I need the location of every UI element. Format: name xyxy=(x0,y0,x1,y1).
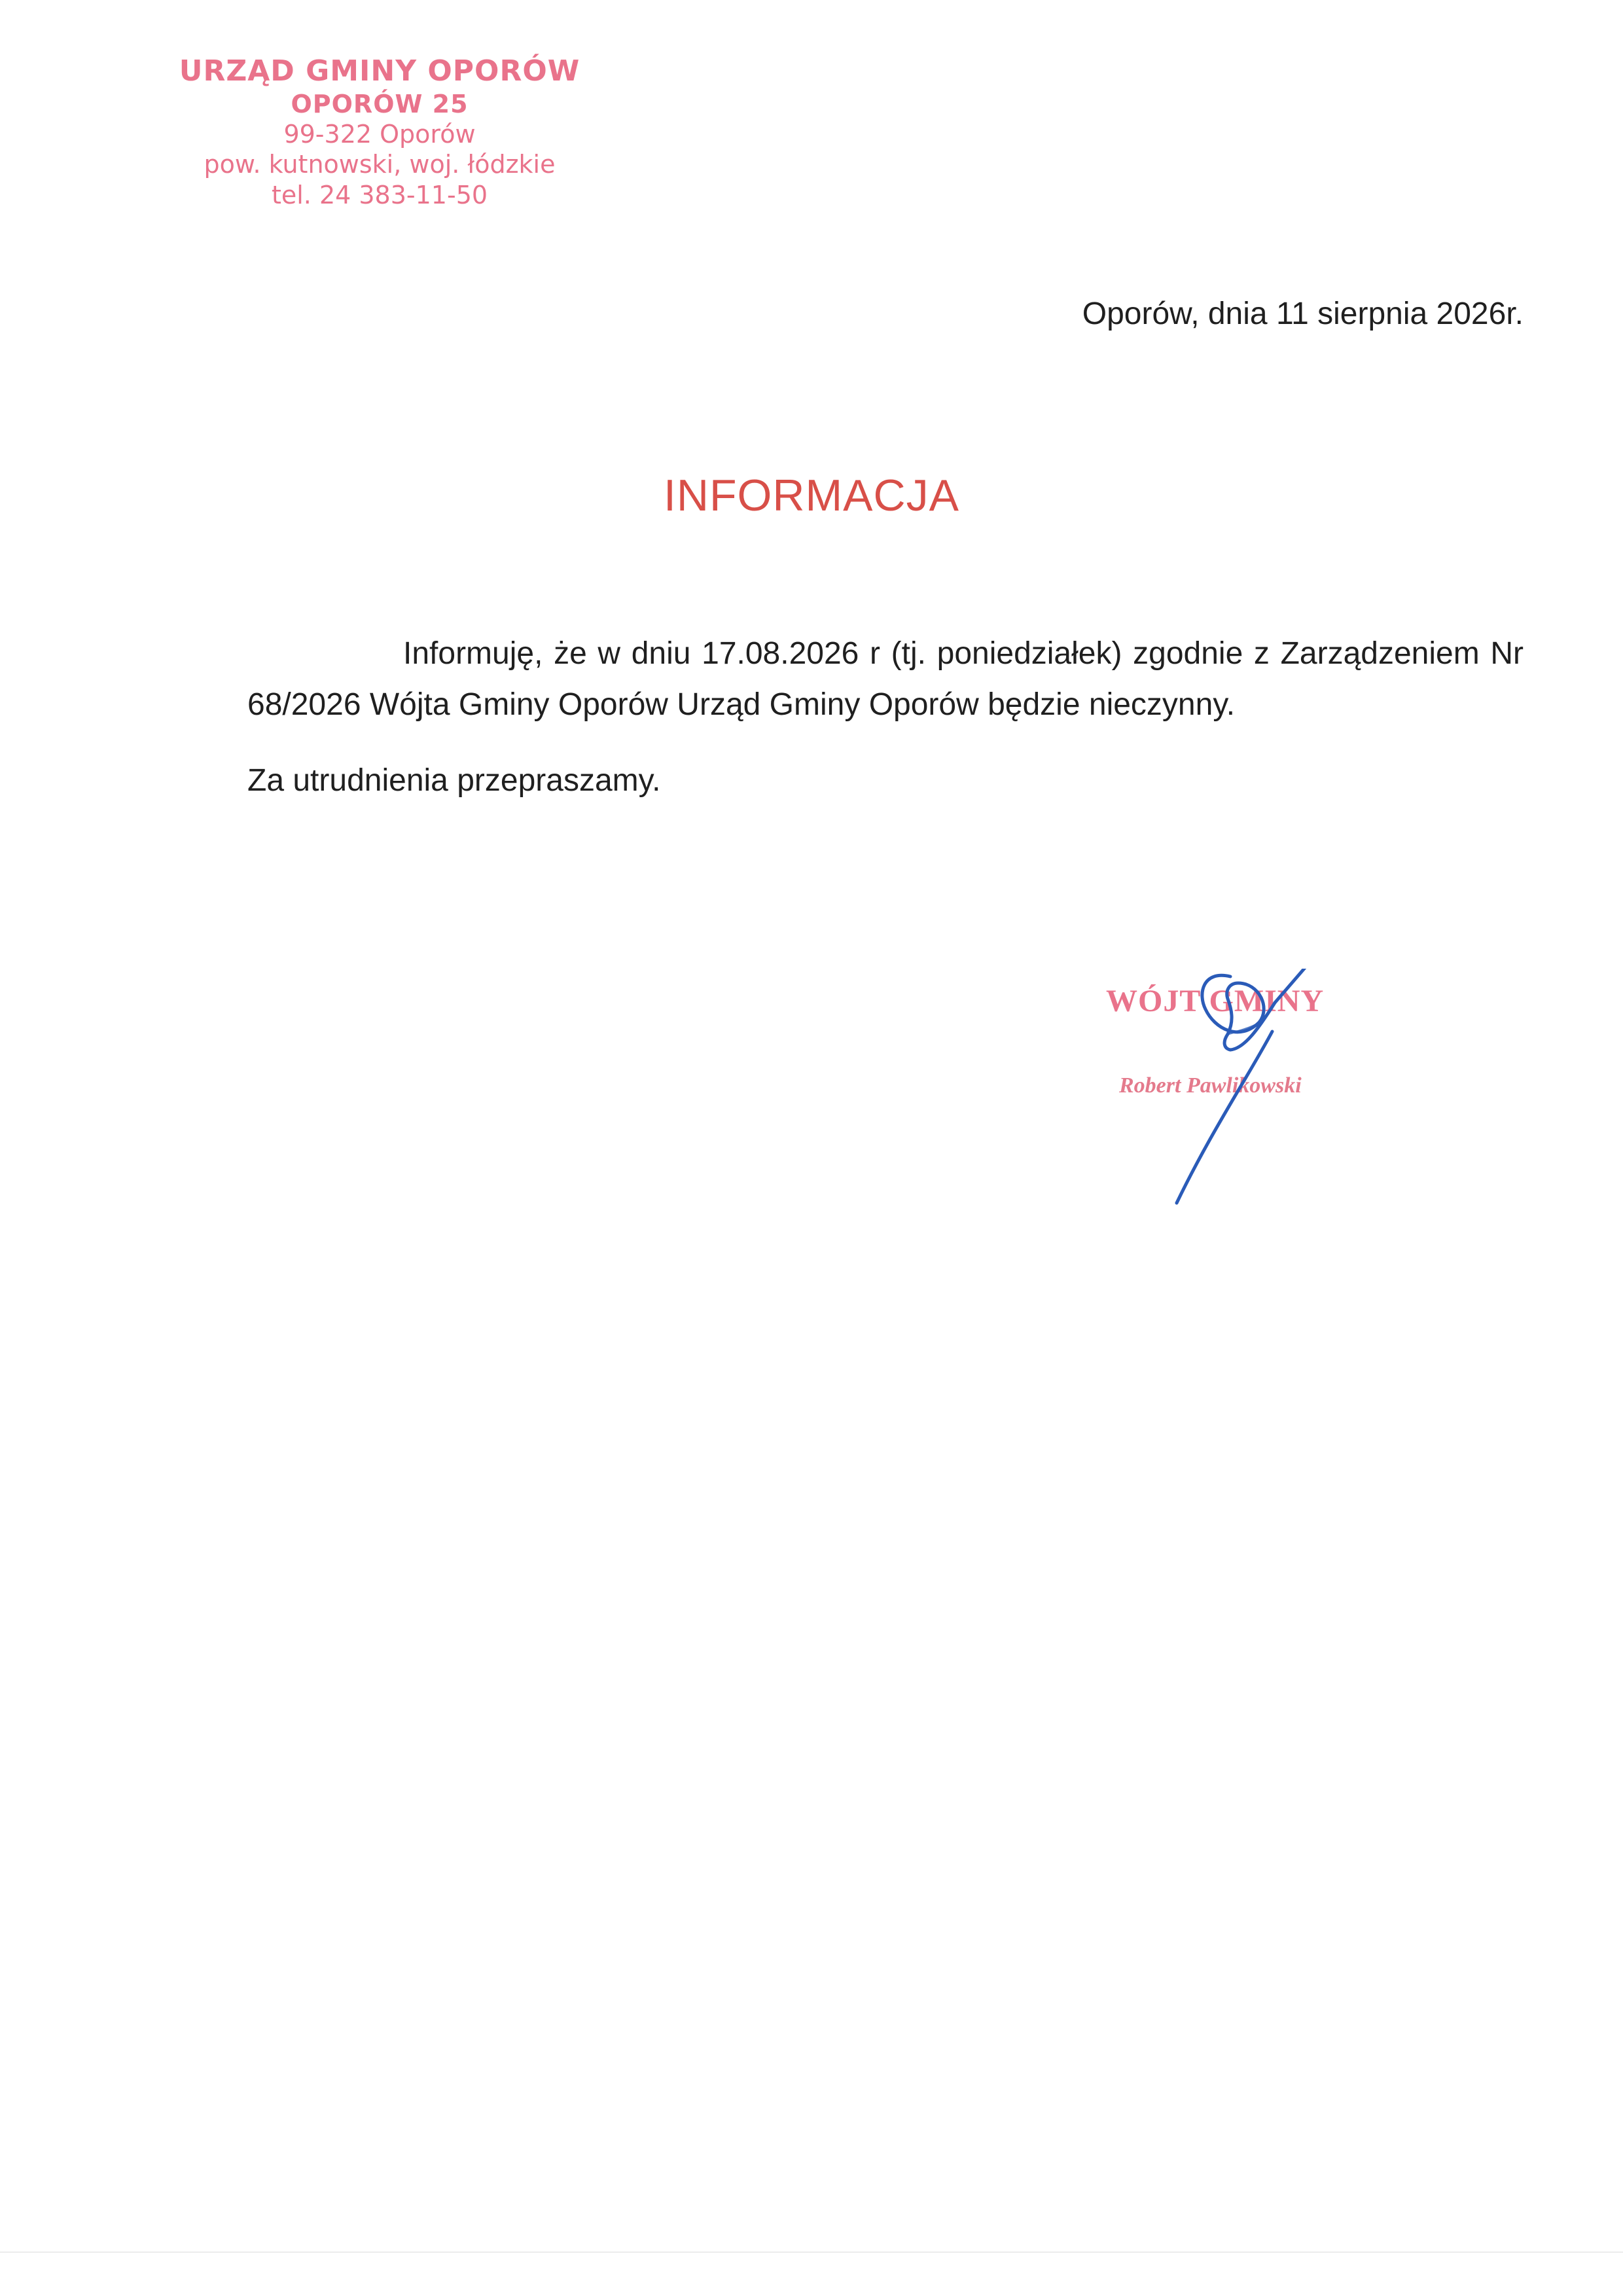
office-header-stamp xyxy=(164,54,596,210)
signature-stamp xyxy=(1099,969,1374,1230)
signature-stamp-name: Robert Pawlikowski xyxy=(1119,1073,1302,1098)
office-name: URZĄD GMINY OPORÓW xyxy=(179,54,580,88)
scan-edge-divider xyxy=(0,2251,1623,2253)
office-street: OPORÓW 25 xyxy=(291,89,469,118)
body-paragraph-2: Za utrudnienia przepraszamy. xyxy=(247,763,661,798)
signature-stamp-title: WÓJT GMINY xyxy=(1106,984,1325,1018)
document-date: Oporów, dnia 11 sierpnia 2026r. xyxy=(1082,296,1524,331)
office-phone: tel. 24 383-11-50 xyxy=(271,180,488,209)
document-body xyxy=(247,628,1524,806)
office-postal-code: 99-322 Oporów xyxy=(283,120,476,149)
body-paragraph-1: Informuję, że w dniu 17.08.2026 r (tj. poniedziałek) zgodnie z Zarządzeniem Nr 68/2026 Wójta Gminy Oporów Urząd Gminy Oporów będzie nieczynny. xyxy=(247,636,1524,722)
document-title: INFORMACJA xyxy=(664,471,959,520)
office-district: pow. kutnowski, woj. łódzkie xyxy=(204,150,556,179)
handwritten-signature-icon xyxy=(1099,969,1374,1230)
